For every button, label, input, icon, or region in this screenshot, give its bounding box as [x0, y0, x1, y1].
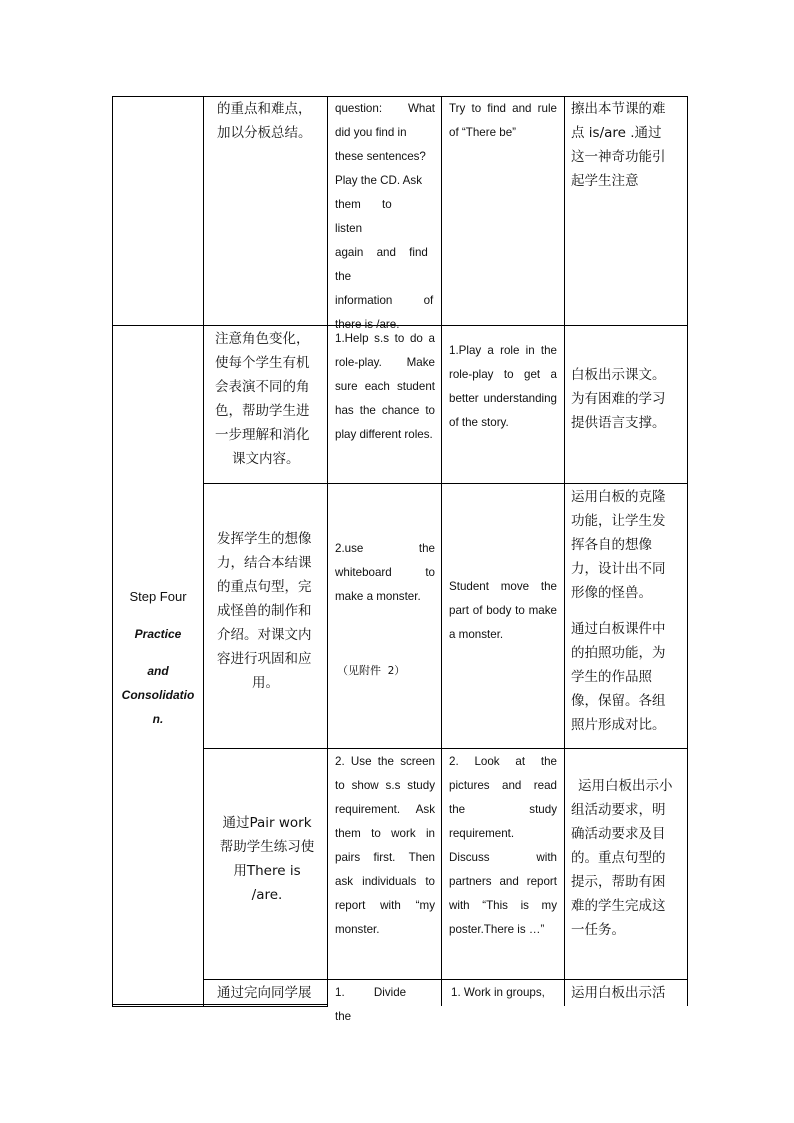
- row3-goal-line: 成怪兽的制作和: [217, 603, 312, 619]
- row4-student-cell: 2. Look at the pictures and read the study requirement. Discuss with partners and report with “This is my poster.There is …”: [449, 755, 557, 936]
- row4-note-line: 的。重点句型的: [571, 850, 666, 866]
- row3-note-line: 形像的怪兽。: [571, 585, 652, 601]
- row3-note-line: 挥各自的想像: [571, 537, 652, 553]
- row5-student-cell: 1. Work in groups,: [451, 986, 545, 999]
- col-border-3: [441, 97, 442, 1006]
- row5-teacher-cell: 1. Divide the: [335, 986, 407, 1023]
- row3-note-line: 力，设计出不同: [571, 561, 666, 577]
- step-sub: and: [147, 664, 169, 678]
- row1-teacher-line: the: [335, 270, 352, 283]
- row3-goal-line: 发挥学生的想像: [217, 531, 312, 547]
- row1-teacher-cell: [335, 97, 435, 337]
- row1-teacher-line: again and find: [335, 246, 428, 259]
- row2-goal-line: 色，帮助学生进: [215, 403, 310, 419]
- row3-student-cell: Student move the part of body to make a monster.: [449, 580, 557, 641]
- row3-goal-line: 力，结合本结课: [217, 555, 312, 571]
- row3-note-cell-a: [571, 485, 683, 605]
- row1-note-line: 擦出本节课的难: [571, 101, 666, 117]
- row2-goal-cell: [215, 327, 323, 471]
- row1-note-line: 起学生注意: [571, 173, 639, 189]
- row1-note-line: 点 is/are .通过: [571, 125, 662, 141]
- row1-goal-cell: [217, 97, 322, 145]
- row1-note-cell: [571, 97, 683, 193]
- row-border-4: [203, 979, 688, 980]
- row4-goal-line: 用There is: [233, 863, 301, 879]
- row2-goal-line: 课文内容。: [232, 451, 300, 467]
- row1-teacher-line: Play the CD. Ask: [335, 174, 422, 187]
- row3-goal-line: 容进行巩固和应: [217, 651, 312, 667]
- row4-note-line: 确活动要求及目: [571, 826, 666, 842]
- row3-note-line: 运用白板的克隆: [571, 489, 666, 505]
- row3-note-line: 通过白板课件中: [571, 621, 666, 637]
- step-title: Step Four: [129, 589, 187, 604]
- row2-note-line: 提供语言支撑。: [571, 415, 666, 431]
- row1-goal-line: 加以分板总结。: [217, 125, 312, 141]
- step-sub: Consolidatio: [121, 688, 195, 702]
- row3-goal-line: 的重点句型，完: [217, 579, 312, 595]
- step-label: [113, 587, 203, 729]
- row1-teacher-line: question: What: [335, 102, 435, 115]
- row3-note-line: 学生的作品照: [571, 669, 652, 685]
- row2-goal-line: 注意角色变化，: [215, 331, 310, 347]
- row1-teacher-line: them to listen: [335, 198, 392, 235]
- row3-note-line: 照片形成对比。: [571, 717, 666, 733]
- step-sub: Practice: [134, 627, 182, 641]
- row4-note-line: 一任务。: [571, 922, 625, 938]
- row3-goal-line: 介绍。对课文内: [217, 627, 312, 643]
- row1-teacher-line: there is /are.: [335, 318, 400, 331]
- row5-goal-cell: 通过完向同学展: [217, 985, 312, 1001]
- row1-teacher-line: did you find in: [335, 126, 407, 139]
- row4-note-line: 难的学生完成这: [571, 898, 666, 914]
- col-border-1: [203, 97, 204, 1006]
- row3-teacher-note: （见附件 2）: [337, 664, 406, 677]
- row2-student-cell: 1.Play a role in the role-play to get a better understanding of the story.: [449, 344, 557, 429]
- row3-note-line: 的拍照功能，为: [571, 645, 666, 661]
- row4-goal-line: 帮助学生练习使: [219, 839, 315, 855]
- row-border-2: [203, 483, 688, 484]
- step-sub: n.: [152, 712, 164, 726]
- col-border-2: [327, 97, 328, 1006]
- row4-note-line: 组活动要求，明: [571, 802, 666, 818]
- col-border-5: [687, 97, 688, 1006]
- row4-note-line: 提示，帮助有困: [571, 874, 666, 890]
- row1-student-cell: Try to find and rule of “There be”: [449, 102, 557, 139]
- row4-goal-line: 通过Pair work: [222, 815, 312, 831]
- row2-note-cell: [571, 363, 683, 435]
- row3-note-line: 像，保留。各组: [571, 693, 666, 709]
- table-bottom-border-2: [112, 1006, 328, 1007]
- row2-teacher-cell: 1.Help s.s to do a role-play. Make sure each student has the chance to play different roles.: [335, 332, 435, 441]
- row1-note-line: 这一神奇功能引: [571, 149, 666, 165]
- row4-note-cell: [571, 774, 683, 942]
- row5-note-cell: 运用白板出示活: [571, 985, 666, 1001]
- row4-teacher-cell: 2. Use the screen to show s.s study requirement. Ask them to work in pairs first. Then ask individuals to report with “my monster.: [335, 755, 435, 936]
- row3-teacher-cell: 2.use the whiteboard to make a monster.: [335, 542, 435, 603]
- row1-teacher-line: these sentences?: [335, 150, 426, 163]
- row2-goal-line: 一步理解和消化: [215, 427, 310, 443]
- row2-note-line: 白板出示课文。: [571, 367, 666, 383]
- row3-goal-line: 用。: [252, 675, 279, 691]
- row3-note-cell-b: [571, 617, 683, 737]
- col-border-0: [112, 97, 113, 1006]
- row2-goal-line: 使每个学生有机: [215, 355, 310, 371]
- row4-note-line: 运用白板出示小: [578, 778, 673, 794]
- row2-note-line: 为有困难的学习: [571, 391, 666, 407]
- row1-goal-line: 的重点和难点，: [217, 101, 312, 117]
- row4-goal-line: /are.: [251, 887, 283, 903]
- row3-note-line: 功能，让学生发: [571, 513, 666, 529]
- row-border-3: [203, 748, 688, 749]
- row4-goal-cell: [211, 811, 323, 907]
- row2-goal-line: 会表演不同的角: [215, 379, 310, 395]
- row1-teacher-line: information of: [335, 294, 434, 307]
- col-border-4: [564, 97, 565, 1006]
- row3-goal-cell: [217, 527, 323, 695]
